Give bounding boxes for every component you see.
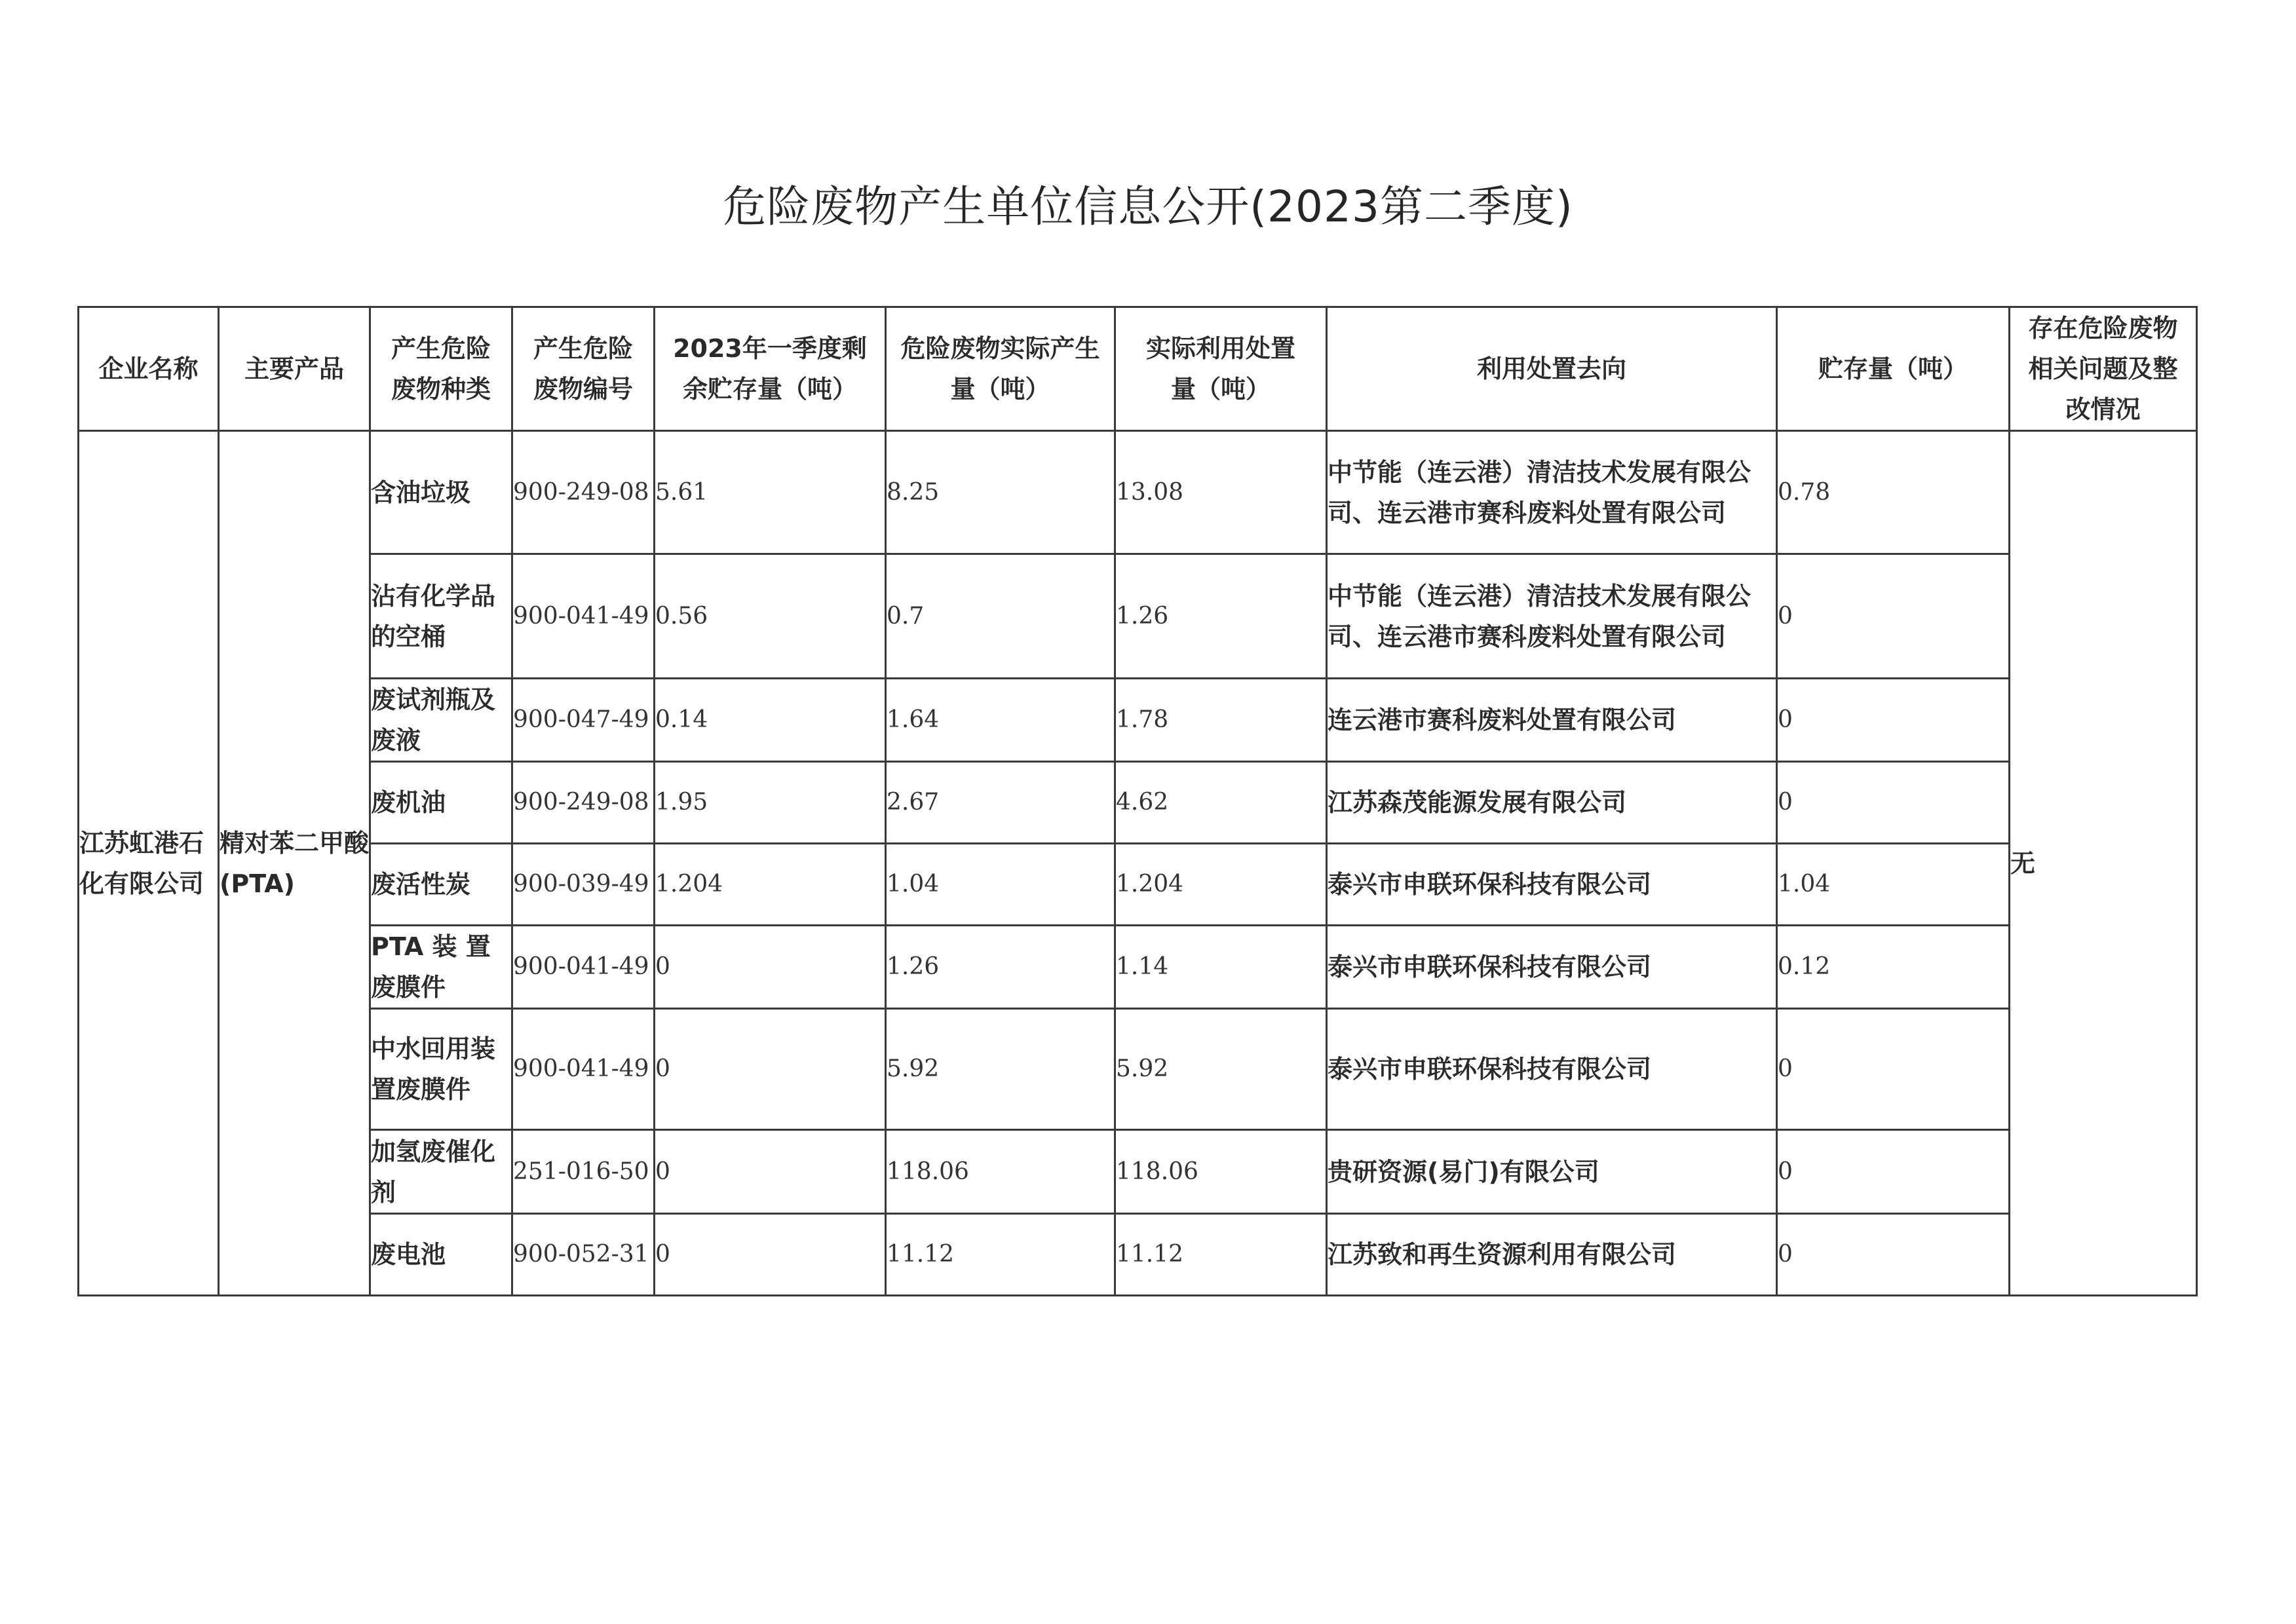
- stored-cell: 0: [1777, 679, 2010, 762]
- destination-cell: [1327, 1214, 1777, 1296]
- header-waste-code-label: 产生危险废物编号: [533, 334, 633, 404]
- stored-cell: 0.12: [1777, 926, 2010, 1009]
- destination-text: 江苏致和再生资源利用有限公司: [1328, 1240, 1677, 1269]
- destination-cell: [1327, 431, 1777, 554]
- disposed-cell: 4.62: [1115, 762, 1327, 844]
- table-row: [79, 926, 2197, 1009]
- waste-code-cell: 900-249-08: [512, 431, 655, 554]
- table-row: [79, 1009, 2197, 1130]
- disposed-cell: 1.78: [1115, 679, 1327, 762]
- company-name: 江苏虹港石化有限公司: [79, 828, 204, 898]
- q1-remaining-cell: 0: [655, 1009, 886, 1130]
- waste-code-cell: 900-249-08: [512, 762, 655, 844]
- waste-type-cell: PTA 装 置 废膜件: [370, 926, 512, 1009]
- company-name-cell: [79, 431, 219, 1296]
- destination-text: 中节能（连云港）清洁技术发展有限公司、连云港市赛科废料处置有限公司: [1328, 581, 1751, 651]
- header-q1-remaining-label: 2023年一季度剩余贮存量（吨）: [673, 334, 867, 404]
- destination-cell: [1327, 1130, 1777, 1214]
- generated-cell: 1.26: [886, 926, 1115, 1009]
- stored-cell: 0: [1777, 554, 2010, 679]
- q1-remaining-cell: 0: [655, 926, 886, 1009]
- destination-cell: [1327, 1009, 1777, 1130]
- destination-cell: [1327, 762, 1777, 844]
- waste-type-cell: 废活性炭: [370, 844, 512, 926]
- header-disposed: [1115, 307, 1327, 431]
- document-title: 危险废物产生单位信息公开(2023第二季度): [723, 181, 1573, 232]
- header-product: [219, 307, 370, 431]
- stored-cell: 0: [1777, 762, 2010, 844]
- waste-code-cell: 900-047-49: [512, 679, 655, 762]
- header-generated: [886, 307, 1115, 431]
- waste-type-cell: 加氢废催化剂: [370, 1130, 512, 1214]
- destination-cell: [1327, 554, 1777, 679]
- stored-cell: 0: [1777, 1214, 2010, 1296]
- waste-code-cell: 251-016-50: [512, 1130, 655, 1214]
- q1-remaining-cell: 0.14: [655, 679, 886, 762]
- table-row: [79, 679, 2197, 762]
- destination-text: 泰兴市申联环保科技有限公司: [1328, 870, 1652, 899]
- header-company-label: 企业名称: [98, 354, 199, 383]
- generated-cell: 5.92: [886, 1009, 1115, 1130]
- waste-code-cell: 900-041-49: [512, 926, 655, 1009]
- destination-text: 连云港市赛科废料处置有限公司: [1328, 706, 1677, 734]
- issues-text: 无: [2010, 848, 2036, 878]
- generated-cell: 1.04: [886, 844, 1115, 926]
- destination-text: 泰兴市申联环保科技有限公司: [1328, 953, 1652, 981]
- q1-remaining-cell: 1.204: [655, 844, 886, 926]
- table-row: [79, 762, 2197, 844]
- header-waste-type: [370, 307, 512, 431]
- stored-cell: 0: [1777, 1009, 2010, 1130]
- main-product-cell: [219, 431, 370, 1296]
- header-generated-label: 危险废物实际产生量（吨）: [900, 334, 1100, 404]
- header-stored-label: 贮存量（吨）: [1818, 354, 1968, 383]
- destination-text: 贵研资源(易门)有限公司: [1328, 1157, 1599, 1186]
- disposed-cell: 11.12: [1115, 1214, 1327, 1296]
- destination-cell: [1327, 844, 1777, 926]
- waste-type-cell: 废机油: [370, 762, 512, 844]
- stored-cell: 0.78: [1777, 431, 2010, 554]
- disposed-cell: 118.06: [1115, 1130, 1327, 1214]
- generated-cell: 0.7: [886, 554, 1115, 679]
- destination-cell: [1327, 926, 1777, 1009]
- header-destination-label: 利用处置去向: [1476, 354, 1626, 383]
- generated-cell: 11.12: [886, 1214, 1115, 1296]
- header-waste-code: [512, 307, 655, 431]
- generated-cell: 2.67: [886, 762, 1115, 844]
- main-product: 精对苯二甲酸(PTA): [220, 828, 370, 898]
- disposed-cell: 1.14: [1115, 926, 1327, 1009]
- destination-text: 江苏森茂能源发展有限公司: [1328, 788, 1627, 817]
- table-row: [79, 1214, 2197, 1296]
- destination-cell: [1327, 679, 1777, 762]
- q1-remaining-cell: 0: [655, 1130, 886, 1214]
- disposed-cell: 13.08: [1115, 431, 1327, 554]
- header-issues: [2010, 307, 2197, 431]
- table-row: [79, 1130, 2197, 1214]
- issues-cell: [2010, 431, 2197, 1296]
- q1-remaining-cell: 1.95: [655, 762, 886, 844]
- waste-type-cell: 废试剂瓶及废液: [370, 679, 512, 762]
- stored-cell: 1.04: [1777, 844, 2010, 926]
- header-stored: [1777, 307, 2010, 431]
- table-header-row: [79, 307, 2197, 431]
- waste-type-cell: 沾有化学品的空桶: [370, 554, 512, 679]
- disposed-cell: 1.26: [1115, 554, 1327, 679]
- generated-cell: 118.06: [886, 1130, 1115, 1214]
- generated-cell: 1.64: [886, 679, 1115, 762]
- header-waste-type-label: 产生危险废物种类: [391, 334, 491, 404]
- waste-type-cell: 中水回用装置废膜件: [370, 1009, 512, 1130]
- waste-type-cell: 废电池: [370, 1214, 512, 1296]
- waste-code-cell: 900-041-49: [512, 1009, 655, 1130]
- destination-text: 泰兴市申联环保科技有限公司: [1328, 1055, 1652, 1084]
- q1-remaining-cell: 0.56: [655, 554, 886, 679]
- table-row: [79, 431, 2197, 554]
- header-product-label: 主要产品: [244, 354, 344, 383]
- table-row: [79, 844, 2197, 926]
- destination-text: 中节能（连云港）清洁技术发展有限公司、连云港市赛科废料处置有限公司: [1328, 457, 1751, 527]
- waste-code-cell: 900-041-49: [512, 554, 655, 679]
- waste-type-cell: 含油垃圾: [370, 431, 512, 554]
- header-issues-label: 存在危险废物相关问题及整改情况: [2028, 314, 2178, 424]
- hazardous-waste-table: [77, 306, 2198, 1296]
- header-company: [79, 307, 219, 431]
- header-destination: [1327, 307, 1777, 431]
- generated-cell: 8.25: [886, 431, 1115, 554]
- waste-code-cell: 900-039-49: [512, 844, 655, 926]
- q1-remaining-cell: 0: [655, 1214, 886, 1296]
- header-q1-remaining: [655, 307, 886, 431]
- header-disposed-label: 实际利用处置量（吨）: [1145, 334, 1295, 404]
- disposed-cell: 1.204: [1115, 844, 1327, 926]
- table-row: [79, 554, 2197, 679]
- q1-remaining-cell: 5.61: [655, 431, 886, 554]
- stored-cell: 0: [1777, 1130, 2010, 1214]
- waste-code-cell: 900-052-31: [512, 1214, 655, 1296]
- disposed-cell: 5.92: [1115, 1009, 1327, 1130]
